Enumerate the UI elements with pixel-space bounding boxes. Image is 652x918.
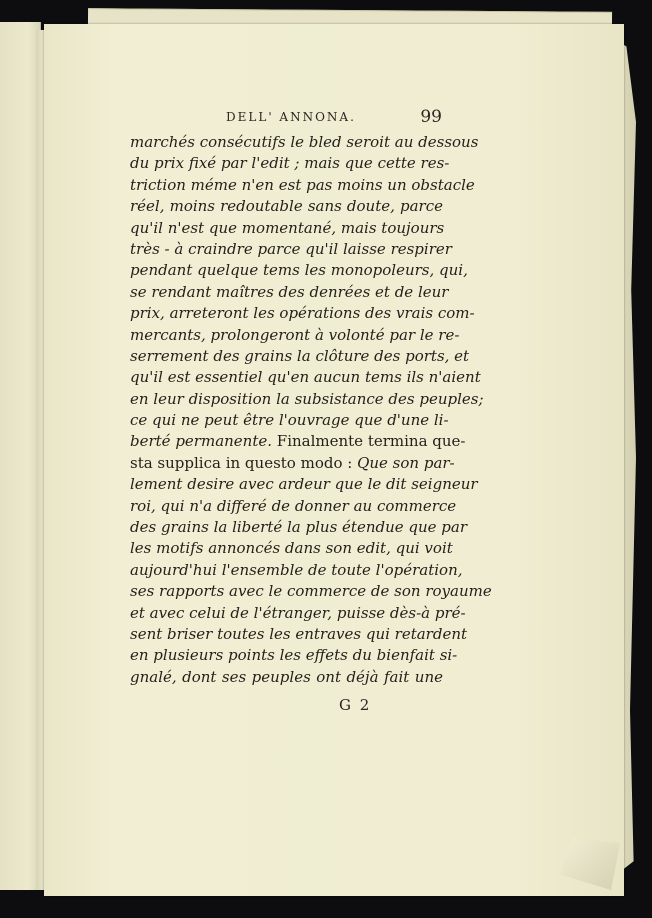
text-line bbox=[130, 132, 479, 153]
text-line bbox=[130, 282, 449, 303]
text-run: des grains la liberté la plus étendue que par bbox=[130, 518, 468, 537]
text-run: les motifs annoncés dans son edit, qui voit bbox=[130, 539, 453, 558]
text-run: aujourd'hui l'ensemble de toute l'opération, bbox=[130, 560, 463, 579]
text-line bbox=[130, 624, 468, 645]
text-run: qu'il n'est que momentané, mais toujours bbox=[130, 218, 445, 237]
text-line bbox=[130, 667, 443, 688]
text-run: ce qui ne peut être l'ouvrage que d'une li- bbox=[130, 411, 449, 430]
text-line bbox=[130, 325, 460, 346]
text-line bbox=[130, 303, 475, 324]
text-line bbox=[130, 367, 481, 388]
text-run: Finalmente termina que- bbox=[276, 432, 466, 451]
text-line bbox=[130, 453, 455, 474]
text-line bbox=[130, 496, 457, 517]
text-run: et avec celui de l'étranger, puisse dès-à pré- bbox=[130, 603, 466, 622]
text-line bbox=[130, 410, 449, 431]
text-run: berté permanente. bbox=[130, 432, 277, 451]
body-text bbox=[130, 132, 492, 688]
text-line bbox=[130, 346, 470, 367]
facing-page-edge bbox=[0, 22, 41, 890]
page-header bbox=[226, 107, 446, 130]
text-line bbox=[130, 153, 450, 174]
text-run: pendant quelque tems les monopoleurs, qui, bbox=[130, 261, 468, 280]
text-line bbox=[130, 218, 443, 239]
text-line bbox=[130, 175, 475, 196]
signature-mark: G 2 bbox=[339, 696, 372, 714]
text-run: prix, arreteront les opérations des vrais com- bbox=[130, 304, 475, 323]
text-run: ses rapports avec le commerce de son royaume bbox=[130, 582, 492, 601]
text-run: du prix fixé par l'edit ; mais que cette res- bbox=[130, 154, 450, 173]
text-line bbox=[130, 645, 458, 666]
text-line bbox=[130, 431, 466, 452]
text-run: mercants, prolongeront à volonté par le re- bbox=[130, 325, 460, 344]
text-run: en plusieurs points les effets du bienfait si- bbox=[130, 646, 458, 665]
text-run: sta supplica in questo modo : bbox=[130, 453, 358, 472]
text-run: en leur disposition la subsistance des peuples; bbox=[130, 389, 484, 408]
running-head: DELL' ANNONA. bbox=[226, 110, 356, 124]
text-run: très - à craindre parce qu'il laisse respirer bbox=[130, 239, 452, 258]
text-line bbox=[130, 239, 452, 260]
text-line bbox=[130, 196, 443, 217]
page-number: 99 bbox=[420, 107, 442, 127]
text-run: marchés consécutifs le bled seroit au dessous bbox=[130, 133, 479, 151]
text-run: sent briser toutes les entraves qui retardent bbox=[130, 624, 468, 643]
text-line bbox=[130, 560, 463, 581]
text-run: réel, moins redoutable sans doute, parce bbox=[130, 197, 443, 216]
text-run: serrement des grains la clôture des ports, et bbox=[130, 346, 470, 365]
text-run: qu'il est essentiel qu'en aucun tems ils n'aient bbox=[130, 368, 481, 387]
text-run: lement desire avec ardeur que le dit seigneur bbox=[130, 475, 478, 494]
text-run: roi, qui n'a differé de donner au commerce bbox=[130, 496, 457, 515]
text-line bbox=[130, 260, 468, 281]
text-run: gnalé, dont ses peuples ont déjà fait une bbox=[130, 667, 443, 686]
text-line bbox=[130, 474, 478, 495]
text-line bbox=[130, 389, 484, 410]
text-line bbox=[130, 603, 466, 624]
text-line bbox=[130, 517, 468, 538]
text-run: Que son par- bbox=[357, 453, 455, 472]
text-run: triction méme n'en est pas moins un obstacle bbox=[130, 175, 475, 194]
text-run: se rendant maîtres des denrées et de leur bbox=[130, 282, 449, 301]
text-line bbox=[130, 538, 453, 559]
text-line bbox=[130, 581, 492, 602]
